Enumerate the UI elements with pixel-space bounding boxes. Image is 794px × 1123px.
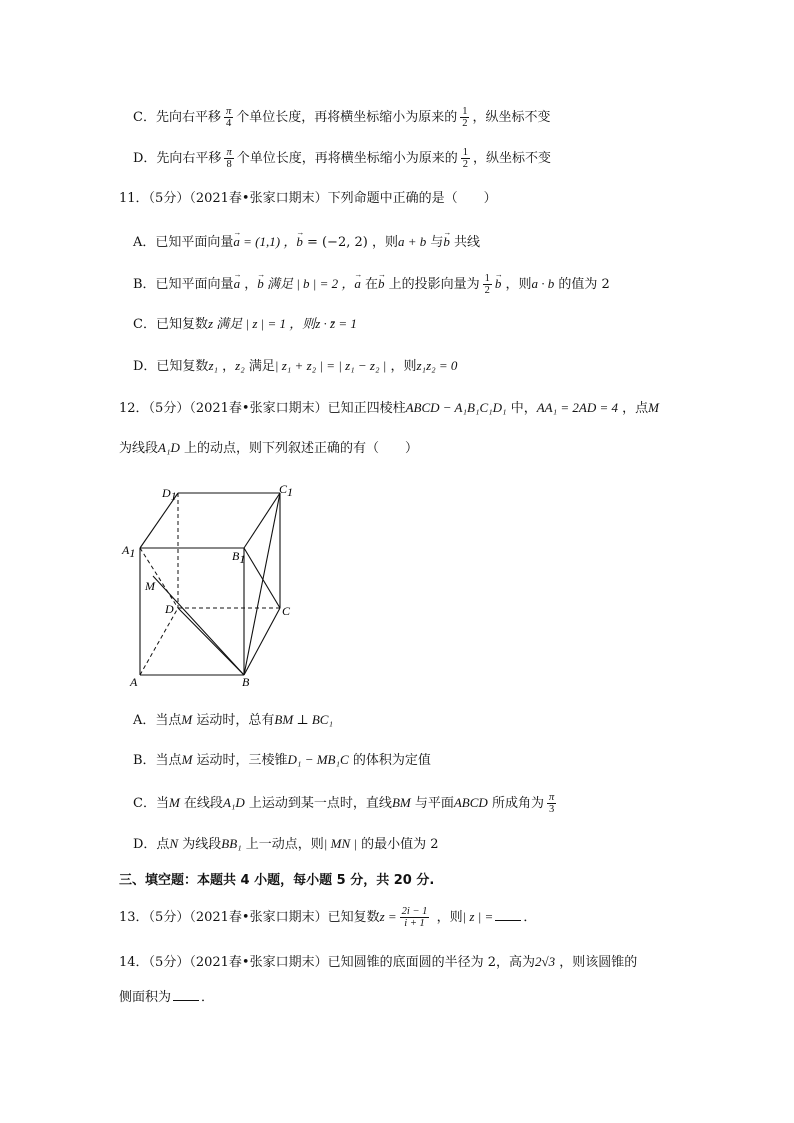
label-m: M (145, 579, 155, 593)
q12-stem-continued: 为线段A₁D 上的动点，则下列叙述正确的有（ ） (119, 440, 419, 456)
label-c1: C1 (279, 482, 294, 499)
fraction: $\frac{1}{2}$ (462, 147, 468, 170)
label-a1: A1 (122, 543, 136, 560)
fraction: $\frac{1}{2}$ (462, 106, 468, 129)
label-a: A (130, 675, 138, 689)
fraction: $\frac{\pi}{8}$ (226, 147, 232, 170)
q11-stem: 11．（5分）（2021春•张家口期末）下列命题中正确的是（ ） (119, 191, 497, 206)
fraction: $\frac{\pi}{3}$ (548, 792, 555, 815)
label-b: B (242, 675, 250, 689)
label-d: D (165, 602, 174, 616)
label-d1: D1 (162, 486, 177, 503)
section-heading: 三、填空题：本题共 4 小题，每小题 5 分，共 20 分. (119, 873, 435, 888)
q10-option-c: C．先向右平移 $\frac{\pi}{4}$ 个单位长度，再将横坐标缩小为原来的 $\frac{1}{2}$ ，纵坐标不变 (133, 106, 551, 129)
answer-blank (173, 988, 199, 1001)
label-b1: B1 (232, 549, 246, 566)
q11-option-d: D．已知复数z₁ ，z₂ 满足| z₁ + z₂ | = | z₁ − z₂ | ，则z₁z₂ = 0 (133, 358, 458, 374)
answer-blank (495, 908, 521, 921)
q12-stem: 12．（5分）（2021春•张家口期末）已知正四棱柱ABCD − A₁B₁C₁D₁ 中，AA₁ = 2AD = 4 ，点M (119, 400, 659, 416)
q13: 13．（5分）（2021春•张家口期末）已知复数z = $\frac{2i - 1}{i + 1}$ ，则| z | = ． (119, 906, 537, 929)
q14-line1: 14．（5分）（2021春•张家口期末）已知圆锥的底面圆的半径为 2，高为2√3 ，则该圆锥的 (119, 954, 638, 970)
q12-option-b: B．当点M 运动时，三棱锥D₁ − MB₁C 的体积为定值 (133, 752, 431, 768)
q12-option-c: C．当M 在线段A₁D 上运动到某一点时，直线BM 与平面ABCD 所成角为 $\frac{\pi}{3}$ (133, 792, 555, 815)
fraction: $\frac{1}{2}$ (484, 273, 490, 296)
label-c: C (282, 604, 291, 618)
q14-line2: 侧面积为 ． (119, 990, 215, 1005)
fraction: $\frac{\pi}{4}$ (225, 106, 232, 129)
q10-option-d: D．先向右平移 $\frac{\pi}{8}$ 个单位长度，再将横坐标缩小为原来的 $\frac{1}{2}$ ，纵坐标不变 (133, 147, 551, 170)
fraction: $\frac{2i - 1}{i + 1}$ (401, 906, 428, 929)
q11-option-a: A．已知平面向量→ a = (1,1) ，→ b = (−2, 2) ，则a + b 与→ b 共线 (133, 232, 480, 253)
q12-option-a: A．当点M 运动时，总有BM ⊥ BC₁ (133, 712, 334, 728)
prism-figure (118, 480, 298, 690)
q11-option-c: C．已知复数z 满足 | z | = 1 ，则z · z̄ = 1 (133, 316, 357, 332)
q12-option-d: D．点N 为线段BB₁ 上一动点，则| MN | 的最小值为 2 (133, 836, 439, 852)
q11-option-b: B．已知平面向量→ a ，→ b 满足 | b | = 2 ，→ a 在→ b 上的投影向量为 $\frac{1}{2}$ → b ，则a · b 的值为 2 (133, 273, 610, 296)
